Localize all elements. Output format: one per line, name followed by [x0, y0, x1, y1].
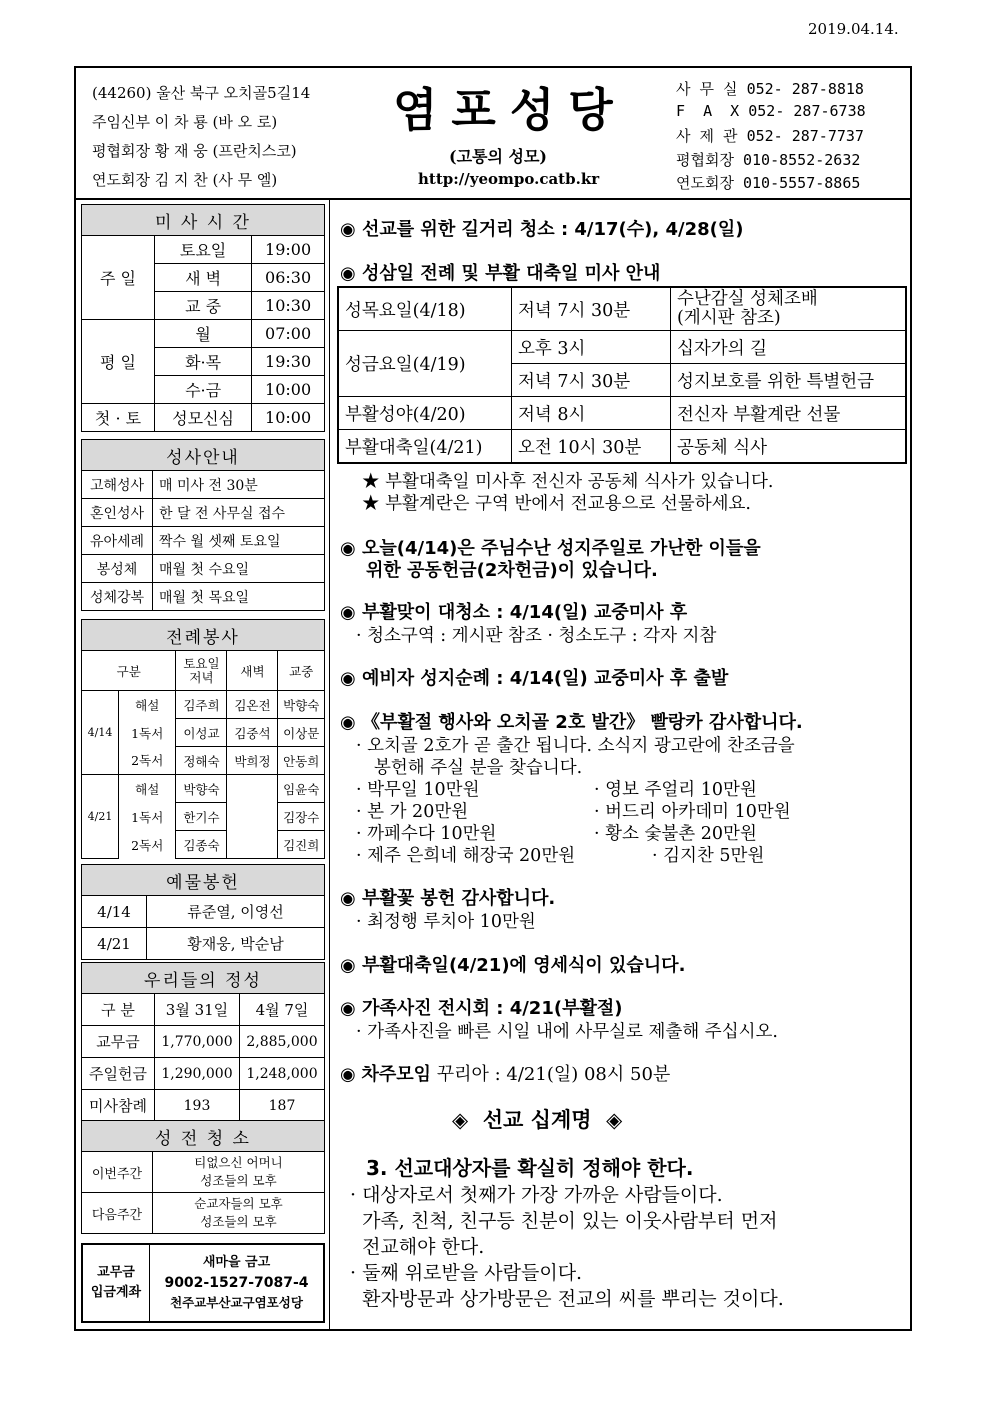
liturgy-header: 구분: [82, 651, 176, 691]
liturgy-server: 한기수: [176, 803, 227, 831]
offering-title: 예물봉헌: [82, 865, 325, 896]
liturgy-server: 안동희: [278, 747, 325, 775]
sacrament-name: 고해성사: [82, 471, 153, 499]
sacraments-title: 성사안내: [82, 440, 325, 471]
circled-dot-icon: ◉: [340, 538, 356, 559]
schedule-day: 부활대축일(4/21): [338, 430, 512, 464]
circled-dot-icon: ◉: [340, 263, 356, 284]
notice-donation-detail: · 오치골 2호가 곧 출간 됩니다. 소식지 광고란에 찬조금을: [356, 736, 795, 756]
pastor: 주임신부 이 차 룡 (바 오 로): [92, 113, 278, 131]
schedule-time: 저녁 7시 30분: [512, 364, 671, 397]
liturgy-role: 1독서: [119, 719, 176, 747]
website-link[interactable]: http://yeompo.catb.kr: [418, 170, 600, 188]
cleaning-title: 성 전 청 소: [82, 1121, 325, 1152]
notice-text: 《부활절 행사와 오치골 2호 발간》 빨랑카 감사합니다.: [362, 712, 803, 733]
liturgy-role: 해설: [119, 691, 176, 719]
notice-easter-flowers-detail: · 최정행 루치아 10만원: [356, 912, 536, 932]
schedule-event: 전신자 부활계란 선물: [671, 397, 907, 430]
circled-dot-icon: ◉: [340, 998, 356, 1019]
liturgy-server: 임윤숙: [278, 775, 325, 803]
circled-dot-icon: ◉: [340, 1064, 356, 1085]
liturgy-header: 새벽: [227, 651, 278, 691]
contact-rectory: 사 제 관 052- 287-7737: [676, 127, 864, 145]
account-holder: 천주교부산교구염포성당: [170, 1295, 303, 1310]
liturgy-role: 2독서: [119, 831, 176, 859]
circled-dot-icon: ◉: [340, 219, 356, 240]
mass-day: 월: [155, 320, 252, 348]
notice-text: 부활대축일(4/21)에 영세식이 있습니다.: [362, 955, 686, 976]
offering-table: [81, 864, 325, 960]
finance-value: 1,770,000: [155, 1026, 240, 1058]
liturgy-role: 2독서: [119, 747, 176, 775]
sacraments-table: [81, 439, 325, 611]
sacrament-info: 매 미사 전 30분: [153, 471, 325, 499]
liturgy-server: 이성교: [176, 719, 227, 747]
notice-text: 오늘(4/14)은 주님수난 성지주일로 가난한 이들을: [362, 538, 761, 559]
mass-time: 19:00: [252, 236, 325, 264]
schedule-day: 성목요일(4/18): [338, 287, 512, 331]
liturgy-table: [81, 619, 325, 859]
mass-time: 10:00: [252, 376, 325, 404]
commandment-line: 환자방문과 상가방문은 전교의 씨를 뿌리는 것이다.: [350, 1288, 784, 1310]
notice-text: 부활꽃 봉헌 감사합니다.: [362, 888, 556, 909]
schedule-day: 성금요일(4/19): [338, 331, 512, 397]
notice-photo-exhibit-detail: · 가족사진을 빠른 시일 내에 사무실로 제출해 주십시오.: [356, 1022, 778, 1042]
bank-name: 새마을 금고: [202, 1255, 271, 1270]
issue-date: 2019.04.14.: [808, 20, 899, 38]
cleaning-group: 성조들의 모후: [200, 1214, 277, 1229]
address: (44260) 울산 북구 오치골5길14: [92, 84, 311, 102]
sacrament-info: 매월 첫 수요일: [153, 555, 325, 583]
commandment-line: 가족, 친척, 친구등 친분이 있는 이웃사람부터 먼저: [350, 1210, 778, 1232]
finance-title: 우리들의 정성: [82, 963, 325, 994]
notice-easter-flowers: [340, 884, 555, 910]
commandment-line: 전교해야 한다.: [350, 1236, 485, 1258]
offering-date: 4/21: [82, 928, 147, 960]
mass-day: 수·금: [155, 376, 252, 404]
notice-text: 가족사진 전시회 : 4/21(부활절): [362, 998, 623, 1019]
council-president: 평협회장 황 재 웅 (프란치스코): [92, 142, 297, 160]
mass-time: 06:30: [252, 264, 325, 292]
mass-day: 새 벽: [155, 264, 252, 292]
notice-next-meeting: [340, 1060, 670, 1086]
mass-time: 19:30: [252, 348, 325, 376]
mass-times-title: 미 사 시 간: [82, 205, 325, 236]
notice-text: 차주모임: [361, 1064, 432, 1085]
finance-label: 주일헌금: [82, 1058, 155, 1090]
mass-time: 10:30: [252, 292, 325, 320]
liturgy-week-date: 4/14: [82, 691, 119, 775]
notice-pilgrimage: [340, 664, 728, 690]
commandment-heading: 3. 선교대상자를 확실히 정해야 한다.: [366, 1156, 694, 1180]
liturgy-server: 이상문: [278, 719, 325, 747]
sacrament-info: 한 달 전 사무실 접수: [153, 499, 325, 527]
church-name: 염포성당: [393, 83, 627, 137]
mass-day: 화·목: [155, 348, 252, 376]
sacrament-name: 혼인성사: [82, 499, 153, 527]
sacrament-info: 짝수 월 셋째 토요일: [153, 527, 325, 555]
notice-big-cleaning: [340, 598, 687, 624]
finance-value: 2,885,000: [240, 1026, 325, 1058]
liturgy-role: 해설: [119, 775, 176, 803]
liturgy-server: 김장수: [278, 803, 325, 831]
liturgy-server: 정해숙: [176, 747, 227, 775]
schedule-event: 십자가의 길: [671, 331, 907, 364]
commandments-title: ◈ 선교 십계명 ◈: [452, 1108, 623, 1132]
donor-item: · 김지찬 5만원: [652, 846, 765, 866]
contact-council: 평협회장 010-8552-2632: [676, 151, 861, 169]
notice-triduum: [340, 259, 660, 285]
mass-times-table: [81, 204, 325, 432]
liturgy-server: 김종숙: [176, 831, 227, 859]
mass-time: 10:00: [252, 404, 325, 432]
prayer-president: 연도회장 김 지 찬 (사 무 엘): [92, 171, 278, 189]
cleaning-week-label: 다음주간: [82, 1193, 153, 1234]
offering-names: 황재웅, 박순남: [147, 928, 325, 960]
account-number: 9002-1527-7087-4: [164, 1275, 309, 1291]
finance-header: 4월 7일: [240, 994, 325, 1026]
donor-item: · 영보 주얼리 10만원: [594, 780, 757, 800]
sacrament-name: 유아세례: [82, 527, 153, 555]
liturgy-title: 전례봉사: [82, 620, 325, 651]
mass-day: 성모신심: [155, 404, 252, 432]
liturgy-role: 1독서: [119, 803, 176, 831]
liturgy-server: 박희정: [227, 747, 278, 775]
account-label: 입금계좌: [90, 1285, 142, 1300]
notice-text: 부활맞이 대청소 : 4/14(일) 교중미사 후: [362, 602, 688, 623]
liturgy-server: 박향숙: [176, 775, 227, 803]
liturgy-week-date: 4/21: [82, 775, 119, 859]
commandment-line: · 대상자로서 첫째가 가장 가까운 사람들이다.: [350, 1184, 723, 1206]
notice-text: 꾸리아 : 4/21(일) 08시 50분: [431, 1064, 671, 1085]
notice-donation-detail: 봉헌해 주실 분을 찾습니다.: [374, 758, 583, 778]
circled-dot-icon: ◉: [340, 888, 356, 909]
liturgy-server: 김온전: [227, 691, 278, 719]
finance-table: [81, 962, 325, 1122]
finance-value: 187: [240, 1090, 325, 1122]
liturgy-header: 토요일 저녁: [176, 651, 227, 691]
account-box: [81, 1243, 325, 1323]
notice-photo-exhibit: [340, 994, 622, 1020]
liturgy-server: 박향숙: [278, 691, 325, 719]
commandment-line: · 둘째 위로받을 사람들이다.: [350, 1262, 583, 1284]
finance-label: 미사참례: [82, 1090, 155, 1122]
finance-value: 1,290,000: [155, 1058, 240, 1090]
offering-names: 류준열, 이영선: [147, 896, 325, 928]
schedule-event: 공동체 식사: [671, 430, 907, 464]
column-divider: [329, 200, 330, 1329]
contact-prayer: 연도회장 010-5557-8865: [676, 174, 861, 192]
liturgy-server: [227, 775, 278, 859]
schedule-time: 오전 10시 30분: [512, 430, 671, 464]
notice-big-cleaning-detail: · 청소구역 : 게시판 참조 · 청소도구 : 각자 지참: [356, 626, 717, 646]
donor-item: · 제주 은희네 해장국 20만원: [356, 846, 576, 866]
cleaning-group: 티없으신 어머니: [194, 1155, 283, 1170]
sacrament-name: 성체강복: [82, 583, 153, 611]
finance-value: 1,248,000: [240, 1058, 325, 1090]
mass-day: 토요일: [155, 236, 252, 264]
liturgy-server: 김중석: [227, 719, 278, 747]
triduum-schedule-table: [337, 286, 907, 464]
notice-text: 예비자 성지순례 : 4/14(일) 교중미사 후 출발: [362, 668, 729, 689]
liturgy-header: 교중: [278, 651, 325, 691]
sunday-label: 주 일: [82, 236, 155, 320]
schedule-time: 저녁 8시: [512, 397, 671, 430]
donor-item: · 버드리 아카데미 10만원: [594, 802, 791, 822]
cleaning-table: [81, 1120, 325, 1234]
notice-donation-thanks: [340, 708, 803, 734]
donor-item: · 까페수다 10만원: [356, 824, 497, 844]
donor-item: · 박무일 10만원: [356, 780, 480, 800]
mass-day: 교 중: [155, 292, 252, 320]
finance-label: 교무금: [82, 1026, 155, 1058]
star-note-eggs: ★ 부활계란은 구역 반에서 전교용으로 선물하세요.: [362, 494, 751, 514]
circled-dot-icon: ◉: [340, 668, 356, 689]
cleaning-group: 성조들의 모후: [200, 1173, 277, 1188]
notice-text: 성삼일 전례 및 부활 대축일 미사 안내: [362, 263, 661, 284]
notice-street-cleaning: [340, 215, 744, 241]
mass-time: 07:00: [252, 320, 325, 348]
cleaning-group: 순교자들의 모후: [194, 1196, 283, 1211]
sacrament-info: 매월 첫 목요일: [153, 583, 325, 611]
notice-text: 선교를 위한 길거리 청소 : 4/17(수), 4/28(일): [362, 219, 744, 240]
liturgy-server: 김진희: [278, 831, 325, 859]
schedule-event: (게시판 참조): [677, 308, 781, 328]
finance-header: 구 분: [82, 994, 155, 1026]
donor-item: · 황소 숯불촌 20만원: [594, 824, 757, 844]
offering-date: 4/14: [82, 896, 147, 928]
contact-office: 사 무 실 052- 287-8818: [676, 80, 864, 98]
schedule-day: 부활성야(4/20): [338, 397, 512, 430]
notice-baptism: [340, 951, 685, 977]
account-label: 교무금: [97, 1265, 135, 1280]
donor-item: · 본 가 20만원: [356, 802, 469, 822]
circled-dot-icon: ◉: [340, 712, 356, 733]
weekday-label: 평 일: [82, 320, 155, 404]
schedule-time: 오후 3시: [512, 331, 671, 364]
schedule-event: 수난감실 성체조배: [677, 289, 818, 309]
notice-palm-sunday-cont: 위한 공동헌금(2차헌금)이 있습니다.: [366, 560, 658, 581]
header-divider: [76, 198, 910, 200]
first-saturday-label: 첫 · 토: [82, 404, 155, 432]
star-note-meal: ★ 부활대축일 미사후 전신자 공동체 식사가 있습니다.: [362, 472, 774, 492]
finance-value: 193: [155, 1090, 240, 1122]
schedule-event: 성지보호를 위한 특별헌금: [671, 364, 907, 397]
finance-header: 3월 31일: [155, 994, 240, 1026]
schedule-time: 저녁 7시 30분: [512, 287, 671, 331]
contact-fax: F A X 052- 287-6738: [676, 102, 866, 120]
patron: (고통의 성모): [449, 147, 547, 166]
circled-dot-icon: ◉: [340, 602, 356, 623]
liturgy-server: 김주희: [176, 691, 227, 719]
cleaning-week-label: 이번주간: [82, 1152, 153, 1193]
circled-dot-icon: ◉: [340, 955, 356, 976]
sacrament-name: 봉성체: [82, 555, 153, 583]
